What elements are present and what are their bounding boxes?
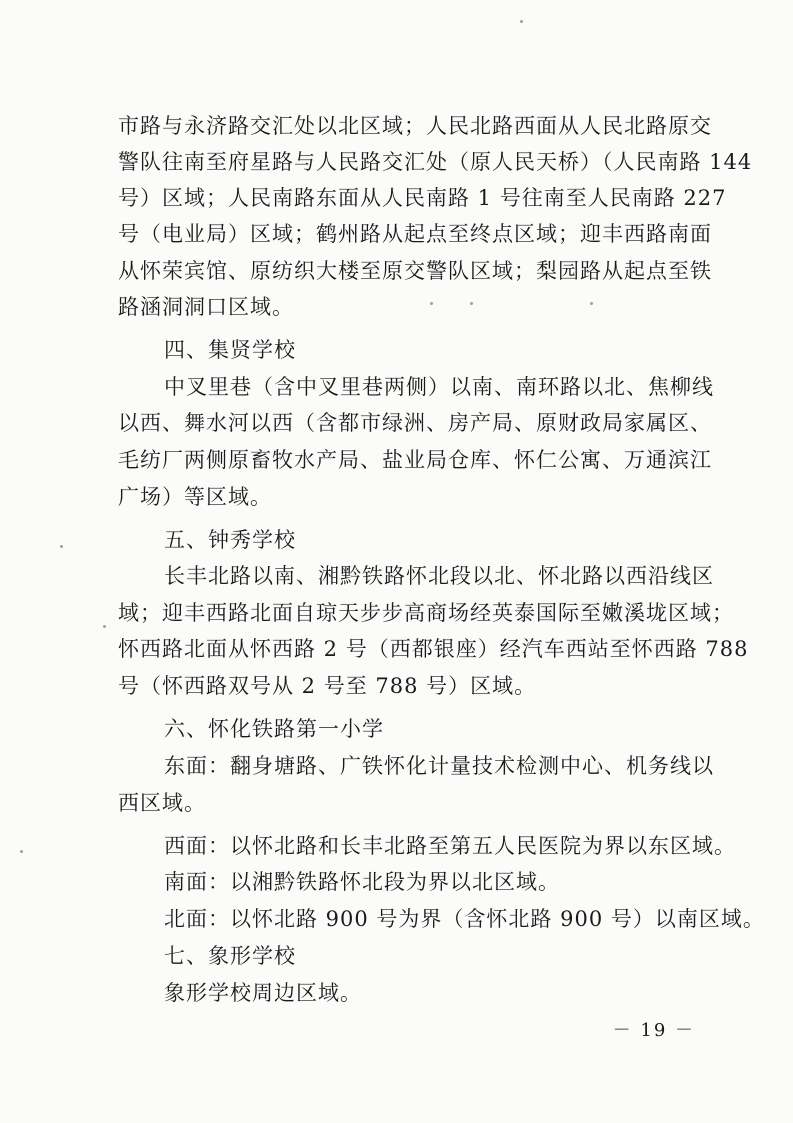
paragraph-line: 号（电业局）区域；鹤州路从起点至终点区域；迎丰西路南面 bbox=[118, 222, 712, 246]
scan-speck bbox=[520, 20, 523, 23]
paragraph-line: 长丰北路以南、湘黔铁路怀北段以北、怀北路以西沿线区 bbox=[164, 564, 714, 588]
paragraph-line: 市路与永济路交汇处以北区域；人民北路西面从人民北路原交 bbox=[118, 114, 712, 138]
scan-speck bbox=[470, 302, 473, 305]
paragraph-line: 东面：翻身塘路、广铁怀化计量技术检测中心、机务线以 bbox=[164, 754, 714, 778]
scan-speck bbox=[590, 302, 593, 305]
paragraph-line: 路涵洞洞口区域。 bbox=[118, 295, 294, 319]
scan-speck bbox=[430, 302, 433, 305]
paragraph-line: 号）区域；人民南路东面从人民南路 1 号往南至人民南路 227 bbox=[118, 186, 727, 210]
paragraph-line: 毛纺厂两侧原畜牧水产局、盐业局仓库、怀仁公寓、万通滨江 bbox=[118, 448, 712, 472]
scan-speck bbox=[103, 625, 106, 628]
paragraph-line: 南面：以湘黔铁路怀北段为界以北区域。 bbox=[164, 870, 560, 894]
scan-speck bbox=[20, 850, 23, 853]
paragraph-line: 怀西路北面从怀西路 2 号（西都银座）经汽车西站至怀西路 788 bbox=[118, 637, 749, 661]
paragraph-line: 从怀荣宾馆、原纺织大楼至原交警队区域；梨园路从起点至铁 bbox=[118, 259, 712, 283]
paragraph-line: 西区域。 bbox=[118, 791, 206, 815]
section-heading: 五、钟秀学校 bbox=[164, 528, 296, 552]
paragraph-line: 警队往南至府星路与人民路交汇处（原人民天桥）（人民南路 144 bbox=[118, 150, 753, 174]
paragraph-line: 北面：以怀北路 900 号为界（含怀北路 900 号）以南区域。 bbox=[164, 907, 765, 931]
paragraph-line: 西面：以怀北路和长丰北路至第五人民医院为界以东区域。 bbox=[164, 834, 736, 858]
paragraph-line: 域；迎丰西路北面自琼天步步高商场经英泰国际至嫩溪垅区域； bbox=[118, 601, 734, 625]
scan-speck bbox=[60, 545, 63, 548]
paragraph-line: 以西、舞水河以西（含都市绿洲、房产局、原财政局家属区、 bbox=[118, 411, 712, 435]
paragraph-line: 象形学校周边区域。 bbox=[164, 981, 362, 1005]
section-heading: 六、怀化铁路第一小学 bbox=[164, 717, 384, 741]
paragraph-line: 中叉里巷（含中叉里巷两侧）以南、南环路以北、焦柳线 bbox=[164, 375, 714, 399]
paragraph-line: 广场）等区域。 bbox=[118, 485, 272, 509]
section-heading: 四、集贤学校 bbox=[164, 338, 296, 362]
page-number: － 19 － bbox=[612, 1020, 695, 1041]
paragraph-line: 号（怀西路双号从 2 号至 788 号）区域。 bbox=[118, 674, 537, 698]
section-heading: 七、象形学校 bbox=[164, 944, 296, 968]
